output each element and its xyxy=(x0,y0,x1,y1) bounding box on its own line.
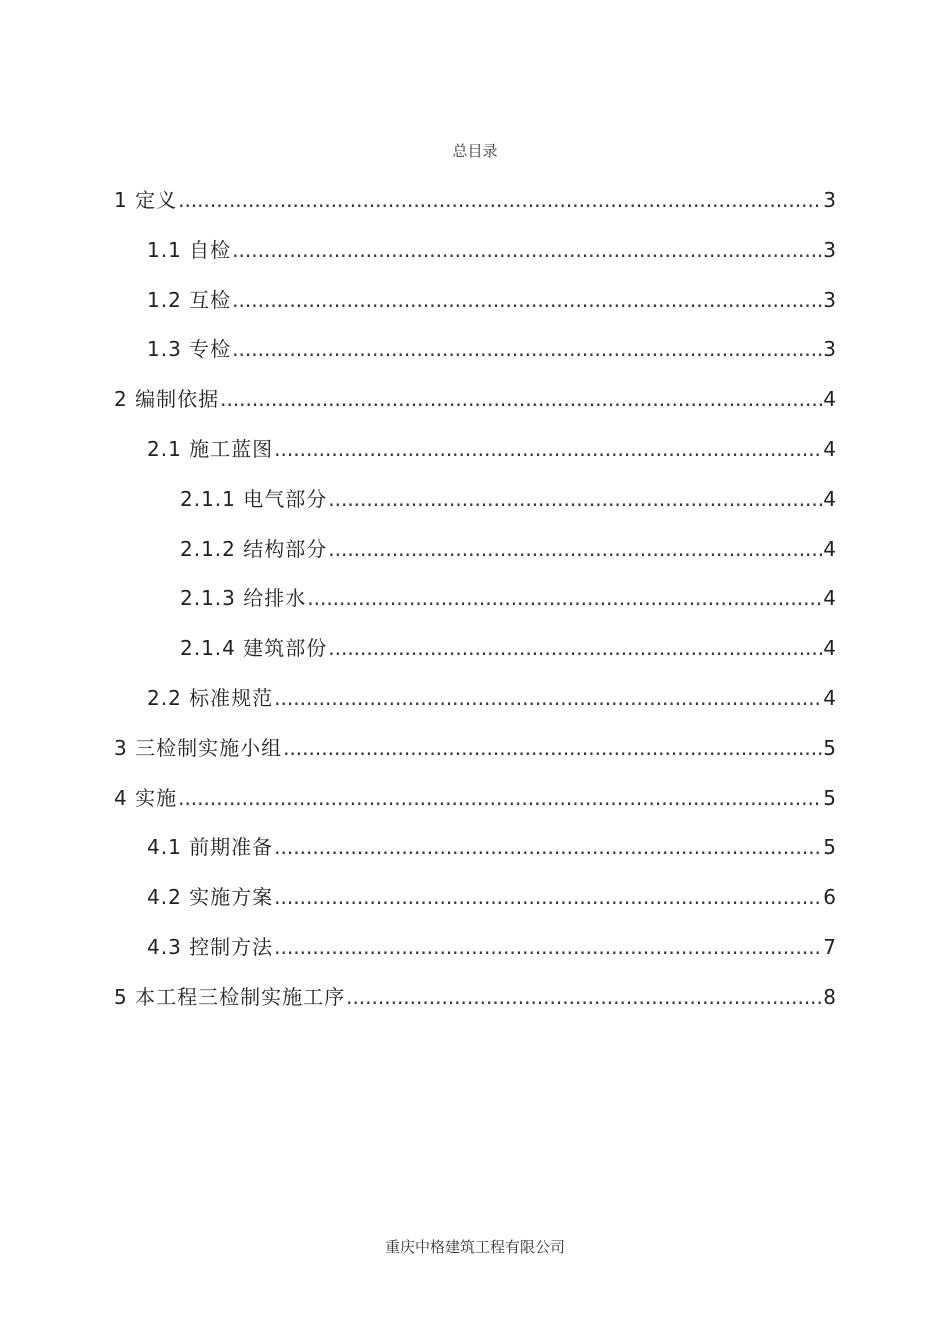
toc-leader-dots xyxy=(274,437,822,461)
toc-leader-dots xyxy=(346,985,822,1009)
toc-entry[interactable] xyxy=(114,429,836,479)
toc-leader-dots xyxy=(232,238,822,262)
toc-entry[interactable] xyxy=(114,628,836,678)
toc-entry-page: 4 xyxy=(823,536,836,561)
toc-leader-dots xyxy=(232,288,822,312)
toc-entry-page: 4 xyxy=(823,486,836,511)
toc-entry-label: 1.1 自检 xyxy=(147,237,232,262)
toc-leader-dots xyxy=(178,786,822,810)
toc-entry-page: 3 xyxy=(823,237,836,262)
toc-entry-page: 4 xyxy=(823,436,836,461)
toc-entry[interactable] xyxy=(114,728,836,778)
toc-entry-page: 5 xyxy=(823,785,836,810)
toc-entry[interactable] xyxy=(114,877,836,927)
toc-entry-label: 2.1.1 电气部分 xyxy=(180,486,328,511)
toc-entry-page: 4 xyxy=(823,387,836,412)
toc-leader-dots xyxy=(274,935,822,959)
toc-entry-label: 2.1.2 结构部分 xyxy=(180,536,328,561)
toc-entry-label: 1 定义 xyxy=(114,188,178,212)
toc-leader-dots xyxy=(307,586,822,610)
toc-leader-dots xyxy=(328,636,822,660)
toc-entry-label: 5 本工程三检制实施工序 xyxy=(114,984,346,1009)
toc-entry[interactable] xyxy=(114,977,836,1027)
toc-title: 总目录 xyxy=(452,142,498,160)
toc-entry-label: 3 三检制实施小组 xyxy=(114,735,283,760)
toc-entry[interactable] xyxy=(114,529,836,579)
toc-entry[interactable] xyxy=(114,329,836,379)
toc-entry[interactable] xyxy=(114,479,836,529)
toc-entry-page: 8 xyxy=(823,984,836,1009)
toc-entry-page: 6 xyxy=(823,885,836,910)
toc-entry-page: 7 xyxy=(823,934,836,959)
toc-entry-page: 3 xyxy=(823,188,836,212)
toc-entry-page: 3 xyxy=(823,337,836,362)
toc-leader-dots xyxy=(274,686,822,710)
toc-entry-label: 4.2 实施方案 xyxy=(147,885,274,910)
toc-entry-label: 1.2 互检 xyxy=(147,287,232,312)
toc-leader-dots xyxy=(283,736,822,760)
toc-entry-label: 4.3 控制方法 xyxy=(147,934,274,959)
toc-leader-dots xyxy=(328,487,822,511)
toc-entry-label: 4 实施 xyxy=(114,785,178,810)
toc-entry-label: 2.2 标准规范 xyxy=(147,685,274,710)
toc-entry[interactable] xyxy=(114,927,836,977)
toc-entry[interactable] xyxy=(114,180,836,230)
toc-entry[interactable] xyxy=(114,827,836,877)
table-of-contents xyxy=(114,180,836,1027)
toc-leader-dots xyxy=(328,537,822,561)
toc-entry[interactable] xyxy=(114,678,836,728)
toc-leader-dots xyxy=(220,387,822,411)
toc-entry-page: 5 xyxy=(823,735,836,760)
toc-leader-dots xyxy=(178,188,822,212)
toc-entry[interactable] xyxy=(114,578,836,628)
toc-entry-page: 4 xyxy=(823,636,836,661)
toc-entry[interactable] xyxy=(114,778,836,828)
toc-entry-label: 2.1.4 建筑部份 xyxy=(180,636,328,661)
toc-entry-label: 4.1 前期准备 xyxy=(147,835,274,860)
toc-entry[interactable] xyxy=(114,230,836,280)
toc-entry-label: 2 编制依据 xyxy=(114,387,220,412)
toc-entry-page: 5 xyxy=(823,835,836,860)
toc-leader-dots xyxy=(274,835,822,859)
toc-entry-label: 1.3 专检 xyxy=(147,337,232,362)
company-footer: 重庆中格建筑工程有限公司 xyxy=(384,1238,565,1256)
toc-entry[interactable] xyxy=(114,379,836,429)
toc-entry-label: 2.1 施工蓝图 xyxy=(147,436,274,461)
toc-entry-page: 4 xyxy=(823,586,836,611)
toc-leader-dots xyxy=(274,885,822,909)
toc-entry-label: 2.1.3 给排水 xyxy=(180,586,307,611)
toc-entry[interactable] xyxy=(114,280,836,330)
toc-entry-page: 4 xyxy=(823,685,836,710)
toc-leader-dots xyxy=(232,337,822,361)
toc-entry-page: 3 xyxy=(823,287,836,312)
